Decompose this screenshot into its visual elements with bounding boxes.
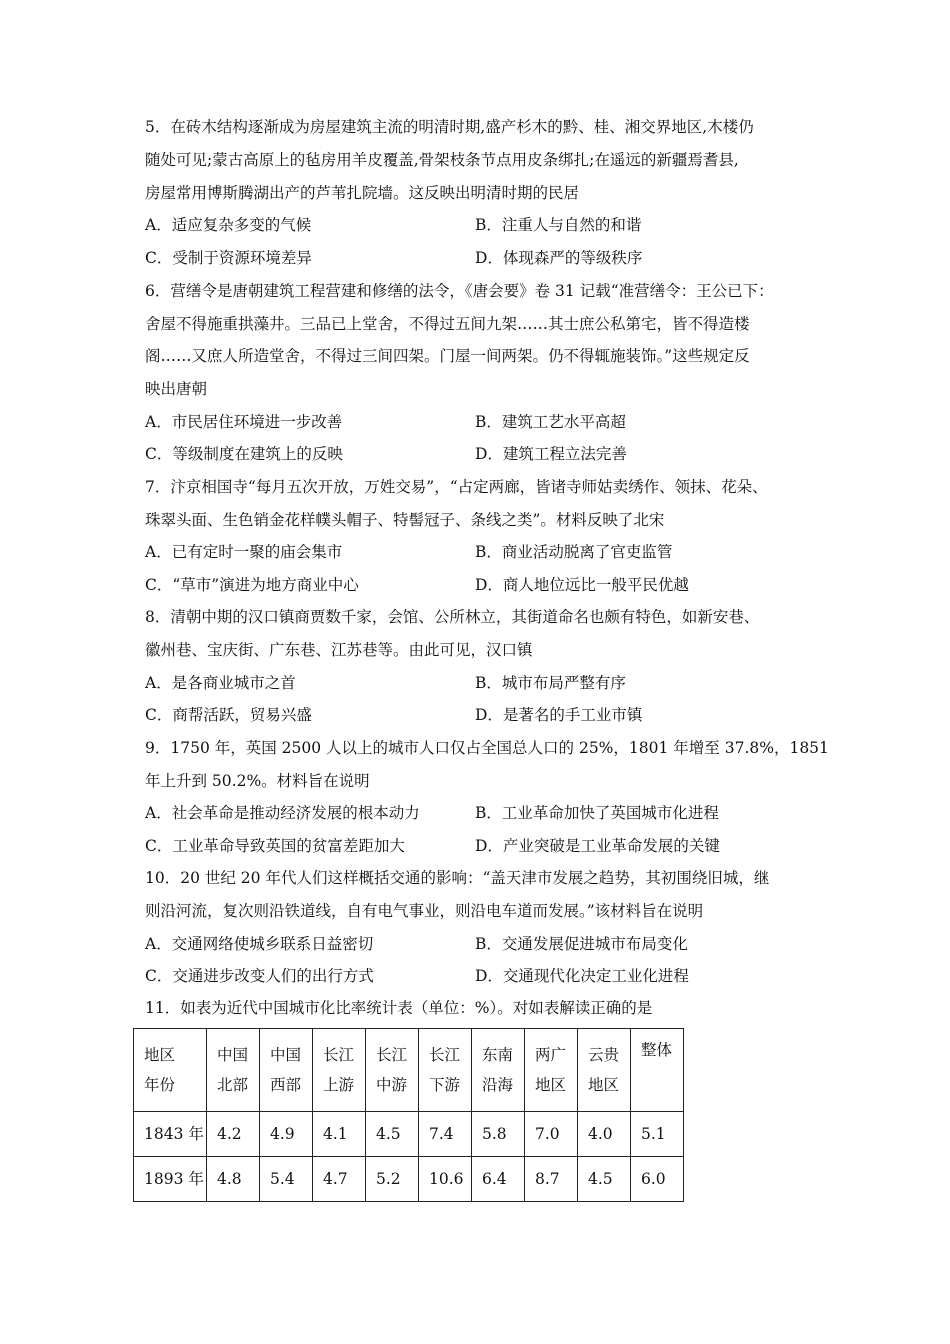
table-header-cell bbox=[260, 1029, 313, 1112]
q10-line-2: 则沿河流，复次则沿铁道线，自有电气事业，则沿电车道而发展。”该材料旨在说明 bbox=[145, 902, 704, 920]
header-text: 长江 bbox=[376, 1046, 408, 1064]
q8-option-b: B．城市布局严整有序 bbox=[475, 674, 626, 692]
header-text: 中国 bbox=[270, 1046, 302, 1064]
header-text: 长江 bbox=[323, 1046, 355, 1064]
q7-option-d: D．商人地位远比一般平民优越 bbox=[475, 576, 689, 594]
table-header-cell bbox=[631, 1029, 684, 1112]
header-text: 整体 bbox=[641, 1041, 673, 1059]
q7-option-b: B．商业活动脱离了官吏监管 bbox=[475, 543, 673, 561]
table-cell: 4.8 bbox=[207, 1157, 260, 1202]
table-header-cell bbox=[472, 1029, 525, 1112]
q5-option-c: C．受制于资源环境差异 bbox=[145, 249, 312, 267]
q10-option-b: B．交通发展促进城市布局变化 bbox=[475, 935, 688, 953]
header-text: 中国 bbox=[217, 1046, 249, 1064]
header-text: 地区 bbox=[588, 1076, 620, 1094]
table-cell: 5.4 bbox=[260, 1157, 313, 1202]
q9-line-1: 9．1750 年，英国 2500 人以上的城市人口仅占全国总人口的 25%，1801 年增至 37.8%，1851 bbox=[145, 739, 829, 757]
q9-option-d: D．产业突破是工业革命发展的关键 bbox=[475, 837, 720, 855]
q10-line-1: 10．20 世纪 20 年代人们这样概括交通的影响：“盖天津市发展之趋势，其初围绕旧城，继 bbox=[145, 869, 770, 887]
q6-line-4: 映出唐朝 bbox=[145, 380, 208, 398]
q8-option-a: A．是各商业城市之首 bbox=[145, 674, 296, 692]
table-cell: 4.5 bbox=[366, 1112, 419, 1157]
table-corner-cell bbox=[134, 1029, 207, 1112]
table-cell: 4.7 bbox=[313, 1157, 366, 1202]
table-cell: 8.7 bbox=[525, 1157, 578, 1202]
table-row bbox=[134, 1157, 684, 1202]
header-text: 东南 bbox=[482, 1046, 514, 1064]
q10-option-d: D．交通现代化决定工业化进程 bbox=[475, 967, 689, 985]
q8-line-2: 徽州巷、宝庆街、广东巷、江苏巷等。由此可见，汉口镇 bbox=[145, 641, 533, 659]
table-cell: 5.1 bbox=[631, 1112, 684, 1157]
q5-line-1: 5．在砖木结构逐渐成为房屋建筑主流的明清时期,盛产杉木的黔、桂、湘交界地区,木楼仍 bbox=[145, 118, 754, 136]
q6-option-c: C．等级制度在建筑上的反映 bbox=[145, 445, 343, 463]
q7-line-1: 7．汴京相国寺“每月五次开放，万姓交易”，“占定两廊，皆诸寺师姑卖绣作、领抹、花朵、 bbox=[145, 478, 768, 496]
q6-line-3: 阁……又庶人所造堂舍，不得过三间四架。门屋一间两架。仍不得辄施装饰。”这些规定反 bbox=[145, 347, 750, 365]
table-header-cell bbox=[207, 1029, 260, 1112]
header-text: 云贵 bbox=[588, 1046, 620, 1064]
q6-option-a: A．市民居住环境进一步改善 bbox=[145, 413, 343, 431]
table-header-row bbox=[134, 1029, 684, 1112]
row-year: 1893 年 bbox=[134, 1157, 207, 1202]
header-text: 长江 bbox=[429, 1046, 461, 1064]
table-header-cell bbox=[578, 1029, 631, 1112]
q10-option-c: C．交通进步改变人们的出行方式 bbox=[145, 967, 374, 985]
header-text: 中游 bbox=[376, 1076, 408, 1094]
q8-line-1: 8．清朝中期的汉口镇商贾数千家，会馆、公所林立，其街道命名也颇有特色，如新安巷、 bbox=[145, 608, 760, 626]
table-header-cell bbox=[366, 1029, 419, 1112]
header-text: 沿海 bbox=[482, 1076, 514, 1094]
q6-option-d: D．建筑工程立法完善 bbox=[475, 445, 627, 463]
table-cell: 7.0 bbox=[525, 1112, 578, 1157]
q9-option-b: B．工业革命加快了英国城市化进程 bbox=[475, 804, 719, 822]
q9-line-2: 年上升到 50.2%。材料旨在说明 bbox=[145, 772, 370, 790]
q8-option-d: D．是著名的手工业市镇 bbox=[475, 706, 643, 724]
q5-option-d: D．体现森严的等级秩序 bbox=[475, 249, 643, 267]
header-text: 北部 bbox=[217, 1076, 249, 1094]
q6-option-b: B．建筑工艺水平高超 bbox=[475, 413, 626, 431]
q11-line-1: 11．如表为近代中国城市化比率统计表（单位：%）。对如表解读正确的是 bbox=[145, 999, 653, 1017]
table-row bbox=[134, 1112, 684, 1157]
q7-option-c: C．“草市”演进为地方商业中心 bbox=[145, 576, 359, 594]
q5-line-3: 房屋常用博斯腾湖出产的芦苇扎院墙。这反映出明清时期的民居 bbox=[145, 184, 580, 202]
q9-option-a: A．社会革命是推动经济发展的根本动力 bbox=[145, 804, 420, 822]
header-text: 地区 bbox=[535, 1076, 567, 1094]
header-text: 西部 bbox=[270, 1076, 302, 1094]
q6-line-2: 舍屋不得施重拱藻井。三品已上堂舍，不得过五间九架……其士庶公私第宅，皆不得造楼 bbox=[145, 315, 750, 333]
table-cell: 4.1 bbox=[313, 1112, 366, 1157]
row-year: 1843 年 bbox=[134, 1112, 207, 1157]
corner-label-region: 地区 bbox=[144, 1046, 176, 1064]
header-text: 上游 bbox=[323, 1076, 355, 1094]
table-cell: 4.0 bbox=[578, 1112, 631, 1157]
table-header-cell bbox=[525, 1029, 578, 1112]
q5-line-2: 随处可见;蒙古高原上的毡房用羊皮覆盖,骨架枝条节点用皮条绑扎;在遥远的新疆焉耆县, bbox=[145, 151, 739, 169]
table-header-cell bbox=[313, 1029, 366, 1112]
q9-option-c: C．工业革命导致英国的贫富差距加大 bbox=[145, 837, 405, 855]
table-cell: 6.4 bbox=[472, 1157, 525, 1202]
table-cell: 5.2 bbox=[366, 1157, 419, 1202]
header-text: 下游 bbox=[429, 1076, 461, 1094]
header-text: 两广 bbox=[535, 1046, 567, 1064]
table-cell: 5.8 bbox=[472, 1112, 525, 1157]
table-cell: 4.2 bbox=[207, 1112, 260, 1157]
q10-option-a: A．交通网络使城乡联系日益密切 bbox=[145, 935, 374, 953]
table-header-cell bbox=[419, 1029, 472, 1112]
q5-option-b: B．注重人与自然的和谐 bbox=[475, 216, 642, 234]
table-cell: 6.0 bbox=[631, 1157, 684, 1202]
table-cell: 4.9 bbox=[260, 1112, 313, 1157]
urbanization-table bbox=[133, 1028, 684, 1202]
table-cell: 7.4 bbox=[419, 1112, 472, 1157]
table-cell: 4.5 bbox=[578, 1157, 631, 1202]
q7-line-2: 珠翠头面、生色销金花样幞头帽子、特髻冠子、条线之类”。材料反映了北宋 bbox=[145, 511, 665, 529]
q5-option-a: A．适应复杂多变的气候 bbox=[145, 216, 312, 234]
table-cell: 10.6 bbox=[419, 1157, 472, 1202]
q8-option-c: C．商帮活跃，贸易兴盛 bbox=[145, 706, 312, 724]
q7-option-a: A．已有定时一聚的庙会集市 bbox=[145, 543, 343, 561]
corner-label-year: 年份 bbox=[144, 1076, 176, 1094]
q6-line-1: 6．营缮令是唐朝建筑工程营建和修缮的法令，《唐会要》卷 31 记载“准营缮令：王公已下： bbox=[145, 282, 774, 300]
